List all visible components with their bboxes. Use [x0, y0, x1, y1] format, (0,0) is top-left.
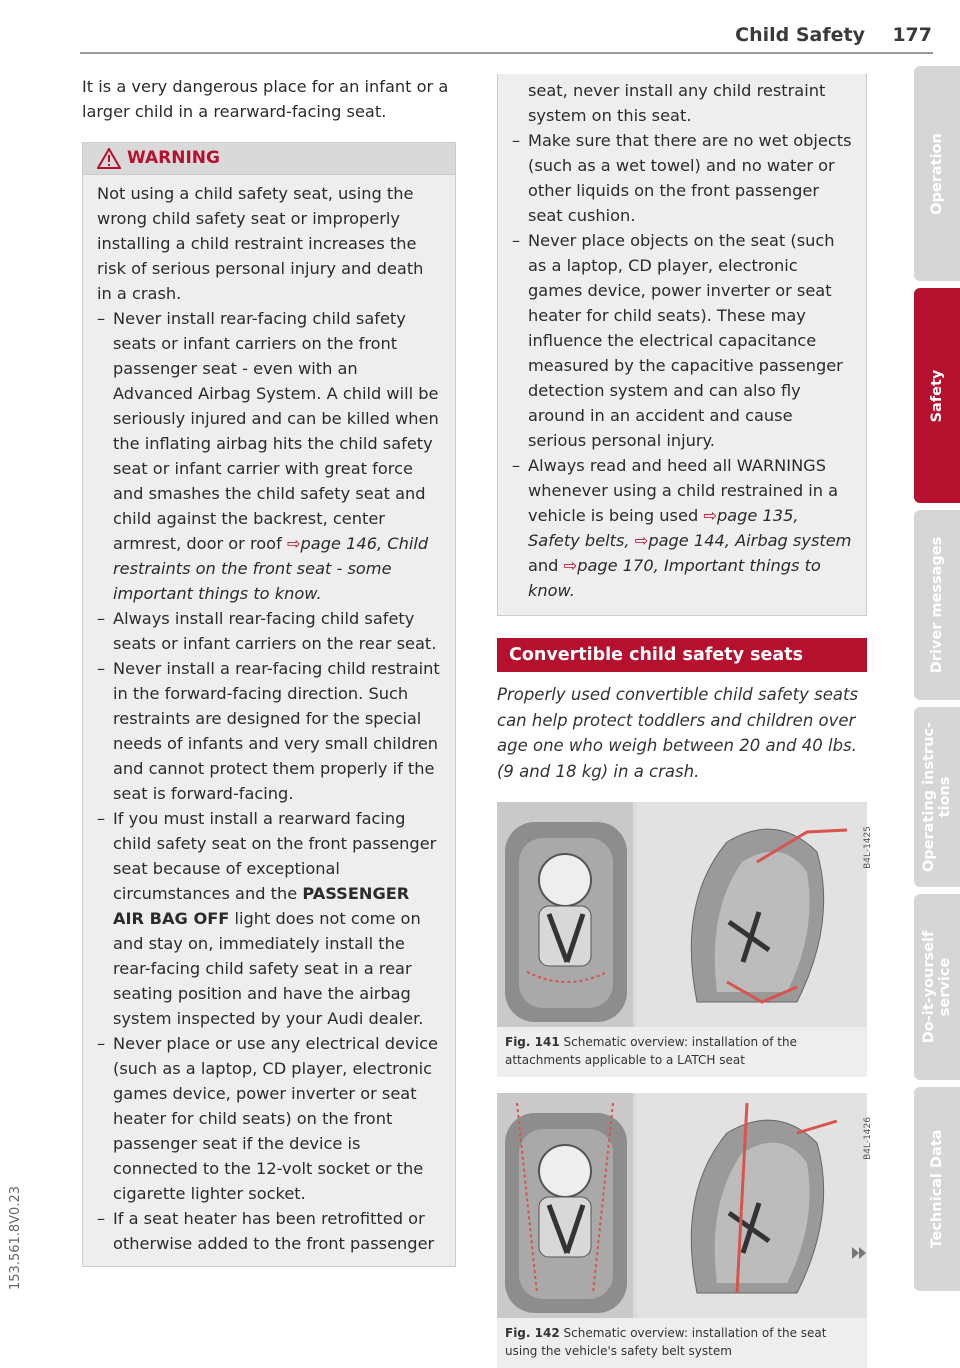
warning-bullet: – Never install rear-facing child safety seats or infant carriers on the front passenger seat - even with an Advanced Airbag System. A child will be seriously injured and can be killed when the inflating airbag hits the child safety seat or infant carrier with great force and smashes the child safety seat and child against the backrest, center armrest, door or roof ⇨page 146, Child restraints on the front seat - some important things to know.	[97, 309, 439, 603]
tab-safety[interactable]: Safety	[914, 288, 960, 503]
tab-operation[interactable]: Operation	[914, 66, 960, 281]
figure-142	[497, 1093, 873, 1368]
reference-arrow-icon: ⇨	[703, 506, 717, 525]
right-column	[497, 74, 873, 1368]
section-heading: Convertible child safety seats	[497, 638, 867, 672]
child-seat-belt-illustration-icon	[497, 1093, 867, 1318]
warning-bullet: – Never place or use any electrical device (such as a laptop, CD player, electronic games device, power inverter or seat heater for child seats) on the front passenger seat if the device is connected to the 12-volt socket or the cigarette lighter socket.	[97, 1034, 438, 1203]
warning-bullet: – Never install a rear-facing child restraint in the forward-facing direction. Such restraints are designed for the special needs of infants and very small children and cannot protect them properly if the seat is forward-facing.	[97, 659, 440, 803]
reference-arrow-icon: ⇨	[286, 534, 301, 553]
figure-141	[497, 802, 873, 1077]
warning-title-text: WARNING	[127, 148, 220, 168]
warning-bullet: – Make sure that there are no wet objects (such as a wet towel) and no water or other liquids on the front passenger seat cushion.	[512, 131, 852, 225]
belt-seat-illustration	[497, 1093, 873, 1318]
child-seat-illustration-icon	[497, 802, 867, 1027]
reference-arrow-icon: ⇨	[563, 556, 578, 575]
figure-label: Fig. 142	[505, 1326, 560, 1340]
page-reference[interactable]: page 146, Child restraints on the front seat - some important things to know.	[113, 534, 429, 603]
tab-driver-messages[interactable]: Driver messages	[914, 510, 960, 700]
page-reference[interactable]: page 170, Important things to know.	[528, 556, 821, 600]
page-number: 177	[892, 24, 932, 46]
tab-technical-data[interactable]: Technical Data	[914, 1087, 960, 1291]
warning-body	[83, 175, 455, 1266]
warning-box-continued	[497, 74, 867, 616]
warning-box	[82, 142, 456, 1267]
warning-triangle-icon	[97, 148, 121, 169]
figure-caption: Fig. 141 Schematic overview: installation of the attachments applicable to a LATCH seat	[505, 1035, 797, 1067]
page-header-title: Child Safety	[735, 24, 865, 46]
figure-code: B4L-1426	[863, 1117, 873, 1160]
warning-title	[83, 143, 455, 175]
figure-caption: Fig. 142 Schematic overview: installation of the seat using the vehicle's safety belt system	[505, 1326, 827, 1358]
tab-operating-instructions[interactable]: Operating instruc-tions	[914, 707, 960, 887]
warning-bullet: – If a seat heater has been retrofitted or otherwise added to the front passenger	[97, 1209, 435, 1253]
warning-bullet: – Always install rear-facing child safety seats or infant carriers on the rear seat.	[97, 609, 437, 653]
warning-lead: Not using a child safety seat, using the wrong child safety seat or improperly installing a child restraint increases the risk of serious personal injury and death in a crash.	[97, 184, 424, 303]
warning-continued-text: seat, never install any child restraint system on this seat.	[528, 81, 826, 125]
figure-label: Fig. 141	[505, 1035, 560, 1049]
tab-do-it-yourself-service[interactable]: Do-it-yourself service	[914, 894, 960, 1080]
continue-arrow-icon	[850, 1246, 868, 1260]
warning-bullet: – Always read and heed all WARNINGS whenever using a child restrained in a vehicle is being used ⇨page 135, Safety belts, ⇨page 144, Airbag system and ⇨page 170, Important things to know.	[512, 456, 852, 600]
document-code: 153.561.8V0.23	[8, 1186, 23, 1290]
left-column	[82, 74, 454, 1267]
latch-seat-illustration	[497, 802, 873, 1027]
header-rule	[80, 52, 933, 54]
airbag-off-label: PASSENGER AIR BAG OFF	[113, 884, 410, 928]
page-reference[interactable]: page 135, Safety belts,	[528, 506, 799, 550]
page-reference[interactable]: page 144, Airbag system	[648, 531, 852, 550]
warning-bullet: – Never place objects on the seat (such as a laptop, CD player, electronic games device, power inverter or seat heater for child seats). These may influence the electrical capacitance measured by the capacitive passenger detection system and can also fly around in an accident and cause serious personal injury.	[512, 231, 843, 450]
section-lead: Properly used convertible child safety seats can help protect toddlers and children over age one who weigh between 20 and 40 lbs. (9 and 18 kg) in a crash.	[497, 685, 859, 781]
figure-code: B4L-1425	[863, 826, 873, 869]
intro-paragraph: It is a very dangerous place for an infant or a larger child in a rearward-facing seat.	[82, 77, 449, 121]
warning-bullet: – If you must install a rearward facing child safety seat on the front passenger seat because of exceptional circumstances and the PASSENGER AIR BAG OFF light does not come on and stay on, immediately install the rear-facing child safety seat in a rear seating position and have the airbag system inspected by your Audi dealer.	[97, 809, 437, 1028]
reference-arrow-icon: ⇨	[634, 531, 649, 550]
